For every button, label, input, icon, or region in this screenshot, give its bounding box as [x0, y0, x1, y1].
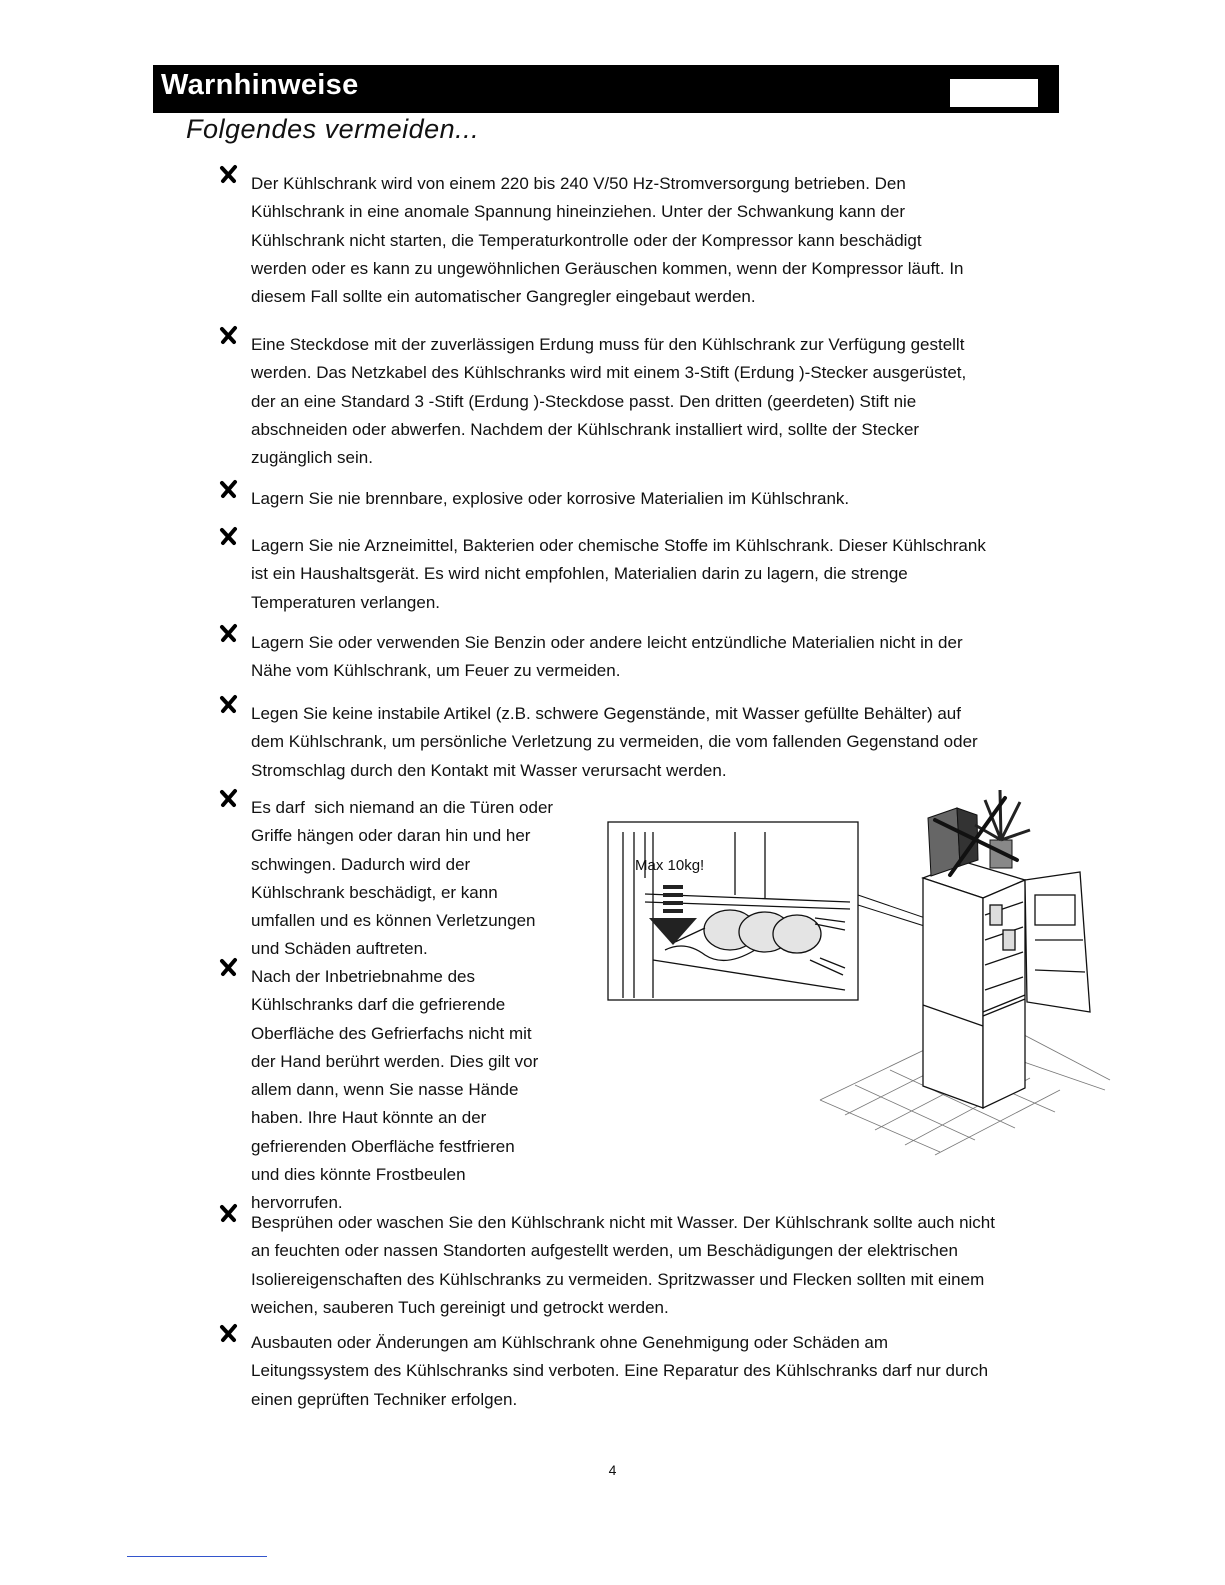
warning-text [251, 1329, 988, 1414]
warning-line: Kühlschrank beschädigt, er kann [251, 882, 498, 902]
warning-text [251, 794, 553, 964]
warning-line: Lagern Sie nie brennbare, explosive oder korrosive Materialien im Kühlschrank. [251, 489, 850, 508]
warning-line: der Hand berührt werden. Dies gilt vor [251, 1051, 539, 1071]
cross-icon [219, 623, 239, 643]
warning-line: Kühlschrank nicht starten, die Temperaturkontrolle oder der Kompressor kann beschädigt [251, 230, 922, 250]
warning-line: umfallen und es können Verletzungen [251, 911, 536, 931]
banner-box [950, 79, 1038, 107]
max-load-label: Max 10kg! [635, 857, 705, 874]
cross-icon [219, 164, 239, 184]
warning-line: allem dann, wenn Sie nasse Hände [251, 1080, 519, 1100]
cross-icon [219, 526, 239, 546]
warning-line: Oberfläche des Gefrierfachs nicht mit [251, 1023, 532, 1043]
warning-line: weichen, sauberen Tuch gereinigt und getrockt werden. [251, 1297, 669, 1317]
warning-line: abschneiden oder abwerfen. Nachdem der Kühlschrank installiert wird, sollte der Stecker [251, 419, 920, 439]
warning-text [251, 485, 849, 513]
cross-icon [219, 1323, 239, 1343]
warning-text [251, 331, 966, 472]
warning-line: Griffe hängen oder daran hin und her [251, 826, 531, 846]
warning-line: werden oder es kann zu ungewöhnlichen Geräuschen kommen, wenn der Kompressor läuft. In [251, 258, 964, 278]
warning-text [251, 629, 963, 686]
bottom-rule [127, 1556, 267, 1557]
cross-icon [219, 325, 239, 345]
warning-line: und dies könnte Frostbeulen [251, 1165, 466, 1185]
warning-line: Der Kühlschrank wird von einem 220 bis 240 V/50 Hz-Stromversorgung betrieben. Den [251, 174, 906, 193]
warning-line: Isoliereigenschaften des Kühlschranks zu vermeiden. Spritzwasser und Flecken sollten mit einem [251, 1269, 985, 1289]
cross-icon [219, 479, 239, 499]
warning-line: ist ein Haushaltsgerät. Es wird nicht empfohlen, Materialien darin zu lagern, die strenge [251, 564, 908, 584]
warning-text [251, 170, 964, 311]
warning-line: Lagern Sie nie Arzneimittel, Bakterien oder chemische Stoffe im Kühlschrank. Dieser Kühlschrank [251, 536, 986, 555]
warning-line: gefrierenden Oberfläche festfrieren [251, 1136, 515, 1156]
warning-line: zugänglich sein. [251, 448, 373, 468]
warning-text [251, 700, 978, 785]
warning-line: Kühlschrank in eine anomale Spannung hineinziehen. Unter der Schwankung kann der [251, 202, 905, 222]
warning-text [251, 963, 538, 1218]
warning-line: werden. Das Netzkabel des Kühlschranks wird mit einem 3-Stift (Erdung )-Stecker ausgerüstet, [251, 363, 967, 383]
fridge-illustration [605, 790, 1115, 1160]
warning-text [251, 1209, 995, 1322]
warning-line: Leitungssystem des Kühlschranks sind verboten. Eine Reparatur des Kühlschranks darf nur durch [251, 1361, 989, 1381]
warning-line: Stromschlag durch den Kontakt mit Wasser verursacht werden. [251, 760, 727, 780]
warning-line: Ausbauten oder Änderungen am Kühlschrank ohne Genehmigung oder Schäden am [251, 1333, 888, 1352]
warning-line: Nähe vom Kühlschrank, um Feuer zu vermeiden. [251, 661, 621, 681]
warning-line: Temperaturen verlangen. [251, 592, 441, 612]
cross-icon [219, 957, 239, 977]
warning-line: einen geprüften Techniker erfolgen. [251, 1389, 518, 1409]
page-number: 4 [608, 1462, 617, 1478]
warning-line: haben. Ihre Haut könnte an der [251, 1108, 487, 1128]
warning-line: Kühlschranks darf die gefrierende [251, 995, 506, 1015]
warning-line: Nach der Inbetriebnahme des [251, 967, 475, 986]
warning-line: Es darf sich niemand an die Türen oder [251, 798, 554, 817]
warning-line: diesem Fall sollte ein automatischer Gangregler eingebaut werden. [251, 287, 756, 307]
warning-line: und Schäden auftreten. [251, 939, 428, 959]
shelf-inset [608, 822, 858, 1000]
warning-line: hervorrufen. [251, 1193, 343, 1213]
cross-icon [219, 1203, 239, 1223]
cross-icon [219, 694, 239, 714]
warning-line: Eine Steckdose mit der zuverlässigen Erdung muss für den Kühlschrank zur Verfügung gestellt [251, 335, 965, 354]
cross-icon [219, 788, 239, 808]
fridge-body [923, 862, 1090, 1108]
warning-line: schwingen. Dadurch wird der [251, 854, 471, 874]
warning-line: an feuchten oder nassen Standorten aufgestellt werden, um Beschädigungen der elektrischen [251, 1241, 958, 1261]
section-title: Warnhinweise [161, 69, 359, 101]
warning-line: dem Kühlschrank, um persönliche Verletzung zu vermeiden, die vom fallenden Gegenstand oder [251, 732, 978, 752]
warning-text [251, 532, 986, 617]
warning-line: Legen Sie keine instabile Artikel (z.B. schwere Gegenstände, mit Wasser gefüllte Behälter) auf [251, 704, 961, 723]
subtitle: Folgendes vermeiden... [186, 114, 480, 144]
warning-line: Lagern Sie oder verwenden Sie Benzin oder andere leicht entzündliche Materialien nicht in der [251, 633, 963, 652]
section-banner [153, 65, 1059, 113]
warning-line: der an eine Standard 3 -Stift (Erdung )-Steckdose passt. Den dritten (geerdeten) Stift nie [251, 391, 917, 411]
warning-line: Besprühen oder waschen Sie den Kühlschrank nicht mit Wasser. Der Kühlschrank sollte auch nicht [251, 1213, 995, 1232]
